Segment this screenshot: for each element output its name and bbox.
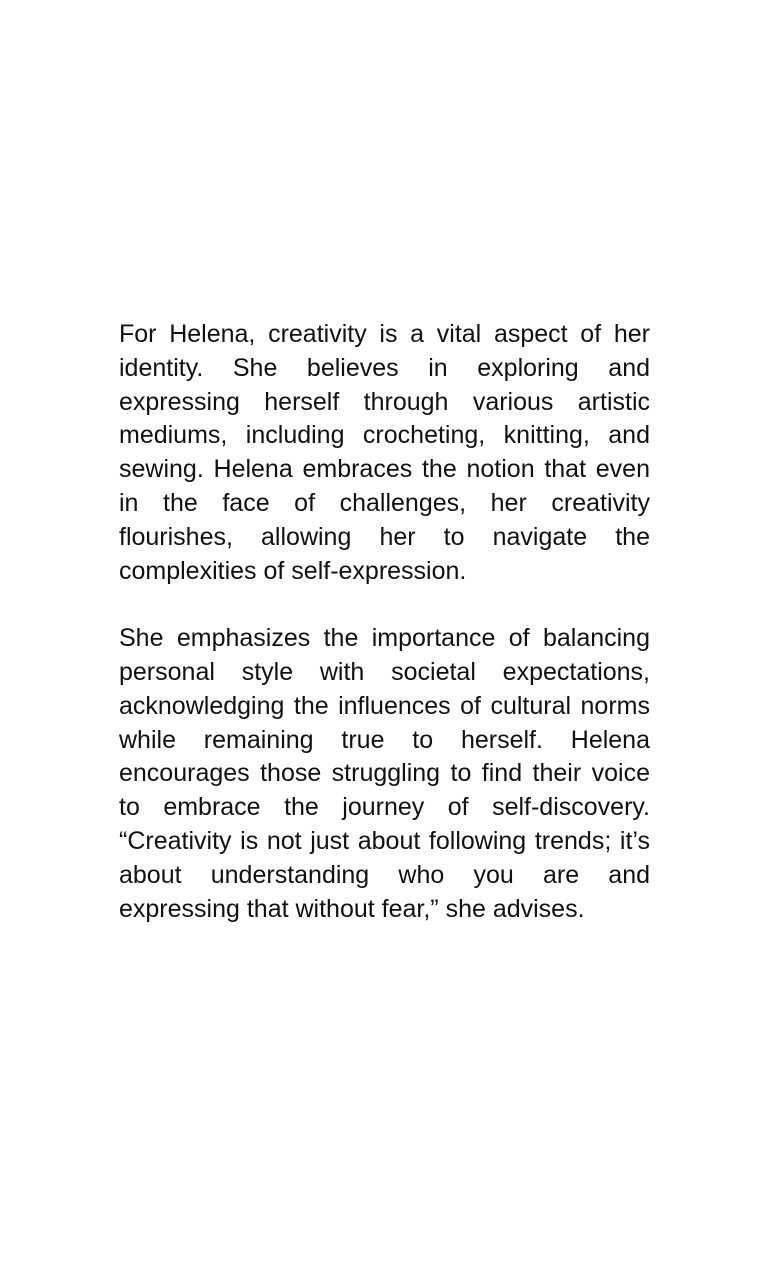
paragraph-creativity-identity: For Helena, creativity is a vital aspect of her identity. She believes in exploring and expressing herself through various artistic mediums, including crocheting, knitting, and sewing. Helena embraces the notion that even in the face of challenges, her creativity flourishes, allowing her to navigate the complexities of self-expression. [119,320,650,585]
article-body [119,318,650,926]
paragraph-personal-style: She emphasizes the importance of balancing personal style with societal expectations, acknowledging the influences of cultural norms while remaining true to herself. Helena encourages those struggling to find their voice to embrace the journey of self-discovery. “Creativity is not just about following trends; it’s about understanding who you are and expressing that without fear,” she advises. [119,624,650,923]
